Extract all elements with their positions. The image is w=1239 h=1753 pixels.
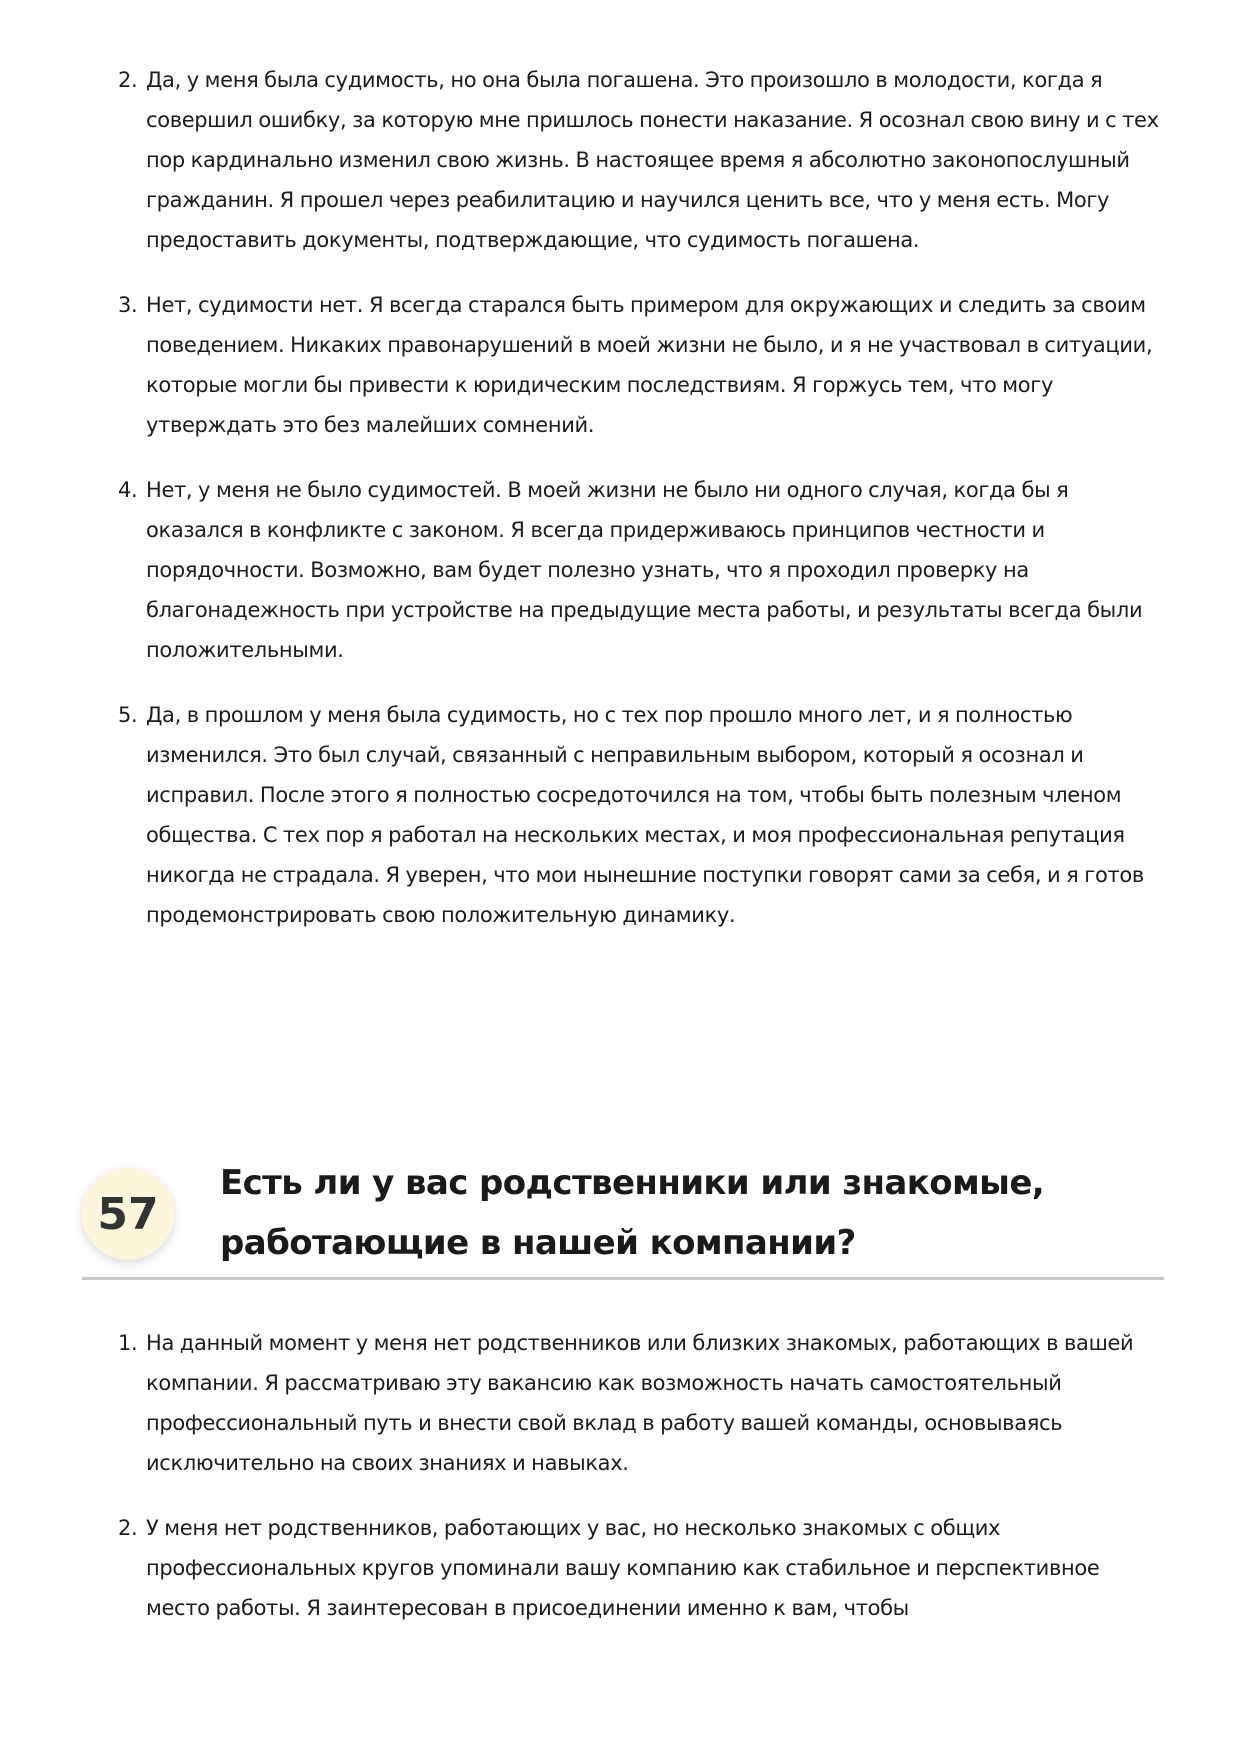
answer-list — [118, 1323, 1168, 1653]
list-item — [118, 695, 1168, 935]
list-item-text: Нет, у меня не было судимостей. В моей жизни не было ни одного случая, когда бы я оказался в конфликте с законом. Я всегда придерживаюсь принципов честности и порядочности. Возможно, вам будет полезно узнать, что я проходил проверку на благонадежность при устройстве на предыдущие места работы, и результаты всегда были положительными. — [146, 478, 1143, 662]
list-item — [118, 470, 1168, 670]
question-header — [82, 1150, 1164, 1280]
list-item-number: 4. — [118, 478, 138, 502]
list-item-text: У меня нет родственников, работающих у вас, но несколько знакомых с общих профессиональных кругов упоминали вашу компанию как стабильное и перспективное место работы. Я заинтересован в присоединении именно к вам, чтобы — [146, 1516, 1100, 1620]
list-item-number: 2. — [118, 1516, 138, 1540]
answer-list-previous — [118, 60, 1168, 960]
list-item-number: 2. — [118, 68, 138, 92]
list-item-text: Нет, судимости нет. Я всегда старался быть примером для окружающих и следить за своим поведением. Никаких правонарушений в моей жизни не было, и я не участвовал в ситуации, которые могли бы привести к юридическим последствиям. Я горжусь тем, что могу утверждать это без малейших сомнений. — [146, 293, 1153, 437]
list-item — [118, 1508, 1168, 1628]
list-item — [118, 60, 1168, 260]
header-divider — [82, 1277, 1164, 1280]
list-item-text: На данный момент у меня нет родственников или близких знакомых, работающих в вашей компании. Я рассматриваю эту вакансию как возможность начать самостоятельный профессиональный путь и внести свой вклад в работу вашей команды, основываясь исключительно на своих знаниях и навыках. — [146, 1331, 1134, 1475]
list-item-text: Да, в прошлом у меня была судимость, но с тех пор прошло много лет, и я полностью изменился. Это был случай, связанный с неправильным выбором, который я осознал и исправил. После этого я полностью сосредоточился на том, чтобы быть полезным членом общества. С тех пор я работал на нескольких местах, и моя профессиональная репутация никогда не страдала. Я уверен, что мои нынешние поступки говорят сами за себя, и я готов продемонстрировать свою положительную динамику. — [146, 703, 1144, 927]
list-item-number: 1. — [118, 1331, 138, 1355]
list-item-text: Да, у меня была судимость, но она была погашена. Это произошло в молодости, когда я совершил ошибку, за которую мне пришлось понести наказание. Я осознал свою вину и с тех пор кардинально изменил свою жизнь. В настоящее время я абсолютно законопослушный гражданин. Я прошел через реабилитацию и научился ценить все, что у меня есть. Могу предоставить документы, подтверждающие, что судимость погашена. — [146, 68, 1159, 252]
list-item — [118, 1323, 1168, 1483]
question-number-badge: 57 — [82, 1168, 174, 1260]
question-title: Есть ли у вас родственники или знакомые, работающие в нашей компании? — [220, 1163, 1045, 1263]
list-item — [118, 285, 1168, 445]
list-item-number: 3. — [118, 293, 138, 317]
list-item-number: 5. — [118, 703, 138, 727]
